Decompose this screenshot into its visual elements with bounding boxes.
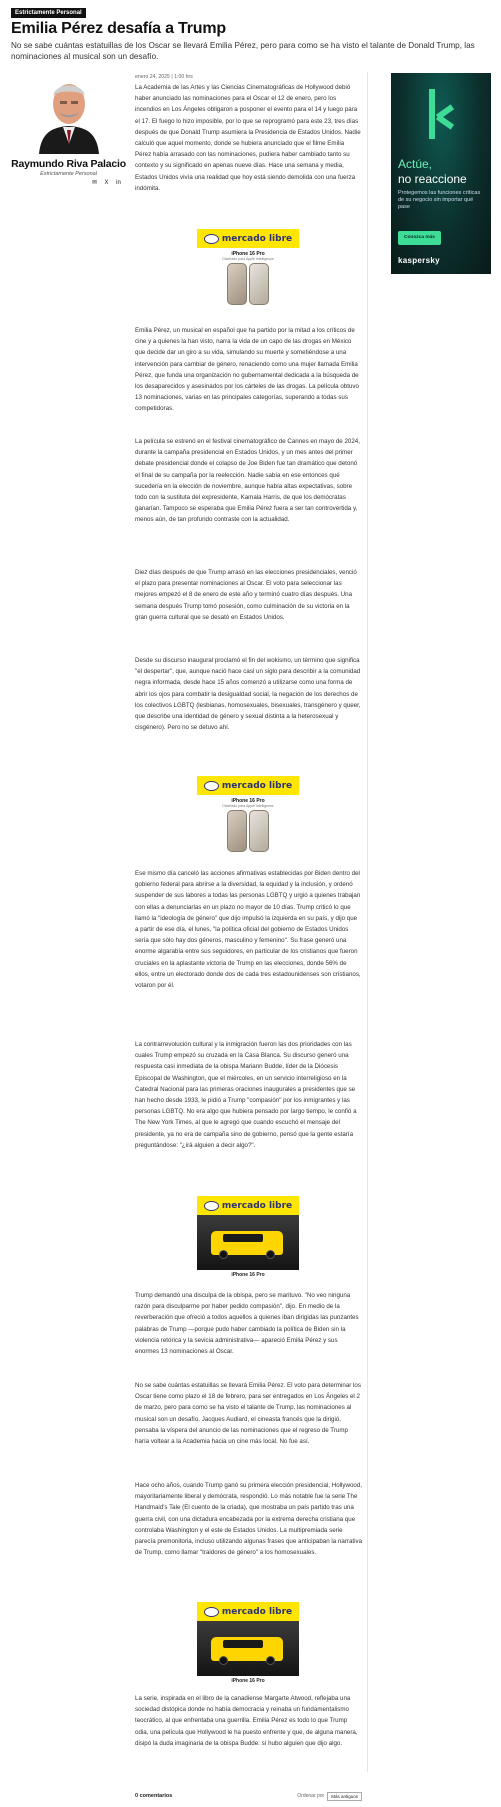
mercadolibre-logo-icon bbox=[204, 1607, 219, 1617]
kaspersky-logo: kaspersky bbox=[398, 256, 440, 265]
sort-control bbox=[297, 1792, 362, 1801]
author-role: Estrictamente Personal bbox=[40, 171, 97, 177]
ad-brand: mercado libre bbox=[221, 1200, 293, 1211]
mercadolibre-ad-4[interactable] bbox=[197, 1602, 299, 1688]
paragraph-10: Hace ocho años, cuando Trump ganó su primera elección presidencial, Hollywood, mayoritariamente liberal y demócrata, respondió. Lo más notable fue la serie The Handmaid's Tale (El cuento de la criada), que mostraba un país partido tras una guerra civil, con una dictadura encabezada por la extrema derecha cristiana que controlaba Washington y el este de Estados Unidos. La multipremiada serie parecía premonitoria, incluso utilizando algunas frases que anticipaban la narrativa de Trump, como llamar "traidores de género" a los homosexuales. bbox=[135, 1482, 363, 1557]
ad-scene-image bbox=[197, 1621, 299, 1676]
kaspersky-k-icon bbox=[427, 83, 457, 143]
column-divider bbox=[367, 72, 368, 1772]
side-ad-headline-1: Actúe, bbox=[398, 157, 433, 171]
paragraph-2: Emilia Pérez, un musical en español que ha partido por la mitad a los críticos de cine y a quienes la han visto, narra la vida de un capo de las drogas en México que decide dar un giro a su vida, simulando su muerte y sometiéndose a una intervención para cambiar de género, renaciendo como una mujer llamada Emilia Pérez, que funda una organización no gubernamental dedicada a la búsqueda de los desaparecidos y asesinados por los cárteles de las drogas. La película obtuvo 13 nominaciones, varias en las principales categorías, superando a todas sus competidoras. bbox=[135, 327, 359, 413]
phone-image bbox=[197, 263, 299, 305]
email-icon[interactable]: ✉ bbox=[91, 180, 98, 186]
mercadolibre-ad-3[interactable] bbox=[197, 1196, 299, 1282]
mercadolibre-logo-icon bbox=[204, 781, 219, 791]
side-ad-body: Protegemos las funciones críticas de su negocio sin importar qué pase bbox=[398, 190, 481, 210]
mercadolibre-logo-icon bbox=[204, 234, 219, 244]
paragraph-3: La película se estrenó en el festival cinematográfico de Cannes en mayo de 2024, durante la campaña presidencial en Estados Unidos, y un mes antes del primer debate presidencial donde el colapso de Joe Biden fue tan dramático que detonó el final de su campaña por la reelección. Nadie sabía en ese entonces qué sucedería en la elección de noviembre, aunque había altas expectativas, sobre todo con la sustituta del expresidente, Kamala Harris, de que los demócratas ganarían. Tampoco se esperaba que Emilia Pérez fuera a ser tan controvertida y, menos aún, de tan profundo contraste con la actualidad. bbox=[135, 438, 360, 524]
ad-product: iPhone 16 Pro bbox=[231, 1678, 265, 1684]
ad-product: iPhone 16 Pro bbox=[231, 1272, 265, 1278]
ad-product: iPhone 16 Pro bbox=[231, 798, 265, 804]
ad-brand: mercado libre bbox=[221, 1606, 293, 1617]
paragraph-5: Desde su discurso inaugural proclamó el fin del wokismo, un término que significa "el despertar", que, aunque nació hace casi un siglo para describir a la comunidad negra informada, desde hace 15 años comenzó a utilizarse como una forma de abrir los ojos para combatir la desigualdad social, la negación de los derechos de los colectivos LGBTQ (lesbianas, homosexuales, bisexuales, transgénero y queer, que describe una identidad de género y sexual distinta a la heterosexual y cisgénero). Pero no se detuvo ahí. bbox=[135, 657, 361, 732]
ad-brand: mercado libre bbox=[221, 780, 293, 791]
paragraph-1: La Academia de las Artes y las Ciencias Cinematográficas de Hollywood debió haber anunciado las nominaciones para el Oscar el 12 de enero, pero los incendios en Los Ángeles obligaron a posponer el evento para el 14 y luego para el 17. El fuego lo hizo imposible, por lo que se reprogramó para este 23, tres días después de que Donald Trump asumiera la Presidencia de Estados Unidos. Nadie calculó que aquel momento, donde se hubiera anunciado que el filme Emilia Pérez había arrasado con las nominaciones, pudiera haber cambiado tanto su contexto y su significado en apenas nueve días. Hace una semana y media, Estados Unidos vivía una realidad que hoy está siendo demolida con una fuerza indómita. bbox=[135, 84, 361, 192]
author-social bbox=[11, 180, 126, 187]
paragraph-9: No se sabe cuántas estatuillas se llevará Emilia Pérez. El voto para determinar los Oscar tiene como plazo el 18 de febrero, para ser entregados en Los Ángeles el 2 de marzo, pero para como se ha visto el talante de Trump, las nominaciones al musical son un desafío. Jacques Audiard, el cineasta francés que la dirigió, pensaba la víspera del anuncio de las nominaciones que el regreso de Trump haría voltear a la Academia hacia un cine más local. No fue así. bbox=[135, 1382, 361, 1446]
paragraph-4: Diez días después de que Trump arrasó en las elecciones presidenciales, venció el plazo para presentar nominaciones al Oscar. El voto para seleccionar las mejores empezó el 8 de enero de este año y terminó cuatro días después. Una semana después Trump tomó posesión, como culminación de su victoria en la gran guerra cultural que se desató en Estados Unidos. bbox=[135, 569, 357, 621]
comments-count[interactable]: 0 comentarios bbox=[135, 1793, 173, 1799]
article-date: enero 24, 2025 | 1:00 hrs bbox=[135, 74, 193, 80]
phone-image bbox=[197, 810, 299, 852]
sort-select[interactable]: Más antiguos bbox=[327, 1792, 362, 1801]
ad-product-sub: Diseñado para Apple Intelligence bbox=[222, 257, 274, 261]
dek: No se sabe cuántas estatuillas de los Oscar se llevará Emilia Pérez, pero para como se ha visto el talante de Donald Trump, las nominaciones al musical son un desafío. bbox=[11, 41, 475, 61]
mercadolibre-logo-icon bbox=[204, 1201, 219, 1211]
author-box bbox=[11, 72, 126, 187]
side-ad-cta-button[interactable]: Conozca más bbox=[398, 231, 441, 245]
kaspersky-side-ad[interactable] bbox=[391, 73, 491, 274]
side-ad-headline-2: no reaccione bbox=[398, 172, 467, 186]
author-photo[interactable] bbox=[33, 72, 105, 154]
author-name[interactable]: Raymundo Riva Palacio bbox=[11, 158, 126, 170]
ad-brand: mercado libre bbox=[221, 233, 293, 244]
paragraph-8: Trump demandó una disculpa de la obispa, pero se marituvo. "No veo ninguna razón para disculparme por haber pedido compasión", dijo. En medio de la reverberación que ofreció a todos aquellos a quienes iban dirigidas las punzantes palabras de Trump —porque pudo haber cambiado la política de Biden sin la violencia retórica y la sevicia administrativa— apareció Emilia Pérez y sus enormes 13 nominaciones al Oscar. bbox=[135, 1292, 359, 1356]
paragraph-11: La serie, inspirada en el libro de la canadiense Margarte Atwood, reflejaba una sociedad distópica donde no había democracia y reinaba un fundamentalismo teocrático, al que enfrentaba una guerrilla. Emilia Pérez es todo lo que Trump odia, una película que Hollywood le ha puesto enfrente y que, de alguna manera, disipó la duda imaginaria de la obispa Budde: sí hubo alguien que dijo algo. bbox=[135, 1695, 358, 1747]
x-icon[interactable]: X bbox=[104, 180, 109, 186]
mercadolibre-ad-2[interactable] bbox=[197, 776, 299, 860]
headline: Emilia Pérez desafía a Trump bbox=[11, 20, 226, 37]
paragraph-6: Ese mismo día canceló las acciones afirmativas establecidas por Biden dentro del gobierno federal para abrirse a la diversidad, la equidad y la inclusión, y ordenó suspender de sus labores a todas las personas LGBTQ y urgió a quienes trabajan con ellas a denunciarlas en un plazo no mayor de 10 días. Trump criticó lo que llamó la "ideología de género" que dijo impulsó la izquierda en su país, y dijo que a partir de ese día, el lunes, "la política oficial del gobierno de Estados Unidos sería que sólo hay dos géneros, masculino y femenino". Su frase generó una enorme algarabía entre sus seguidores, en particular de los cristianos que fueron cruciales en la aplastante victoria de Trump en las elecciones, donde 56% de ellos, entre un electorado donde dos de cada tres estadounidenses son cristianos, votaron por él. bbox=[135, 870, 361, 990]
ad-product: iPhone 16 Pro bbox=[231, 251, 265, 257]
ad-product-sub: Diseñado para Apple Intelligence bbox=[222, 804, 274, 808]
mercadolibre-ad-1[interactable] bbox=[197, 229, 299, 313]
sort-label: Ordenar por bbox=[297, 1793, 325, 1799]
paragraph-7: La contrarrevolución cultural y la inmigración fueron las dos prioridades con las cuales Trump empezó su cruzada en la Casa Blanca. Su discurso generó una respuesta casi inmediata de la obispa Mariann Budde, líder de la Diócesis Episcopal de Washington, que el miércoles, en un servicio interreligioso en la Catedral Nacional para las primeras oraciones inaugurales a presidentes que se han hecho desde 1933, le pidió a Trump "compasión" por los inmigrantes y las personas LGBTQ. No era algo que hubiera pensado por largo tiempo, le confió a The New York Times, al que le agregó que cuando escuchó el mensaje del presidente, ya no era de campaña sino de gobierno, pensó que la gente estaría preguntándose: "¿irá alguien a decir algo?". bbox=[135, 1041, 357, 1149]
comments-bar bbox=[135, 1790, 362, 1802]
linkedin-icon[interactable]: in bbox=[116, 180, 121, 186]
ad-scene-image bbox=[197, 1215, 299, 1270]
section-tag[interactable]: Estrictamente Personal bbox=[11, 8, 86, 18]
